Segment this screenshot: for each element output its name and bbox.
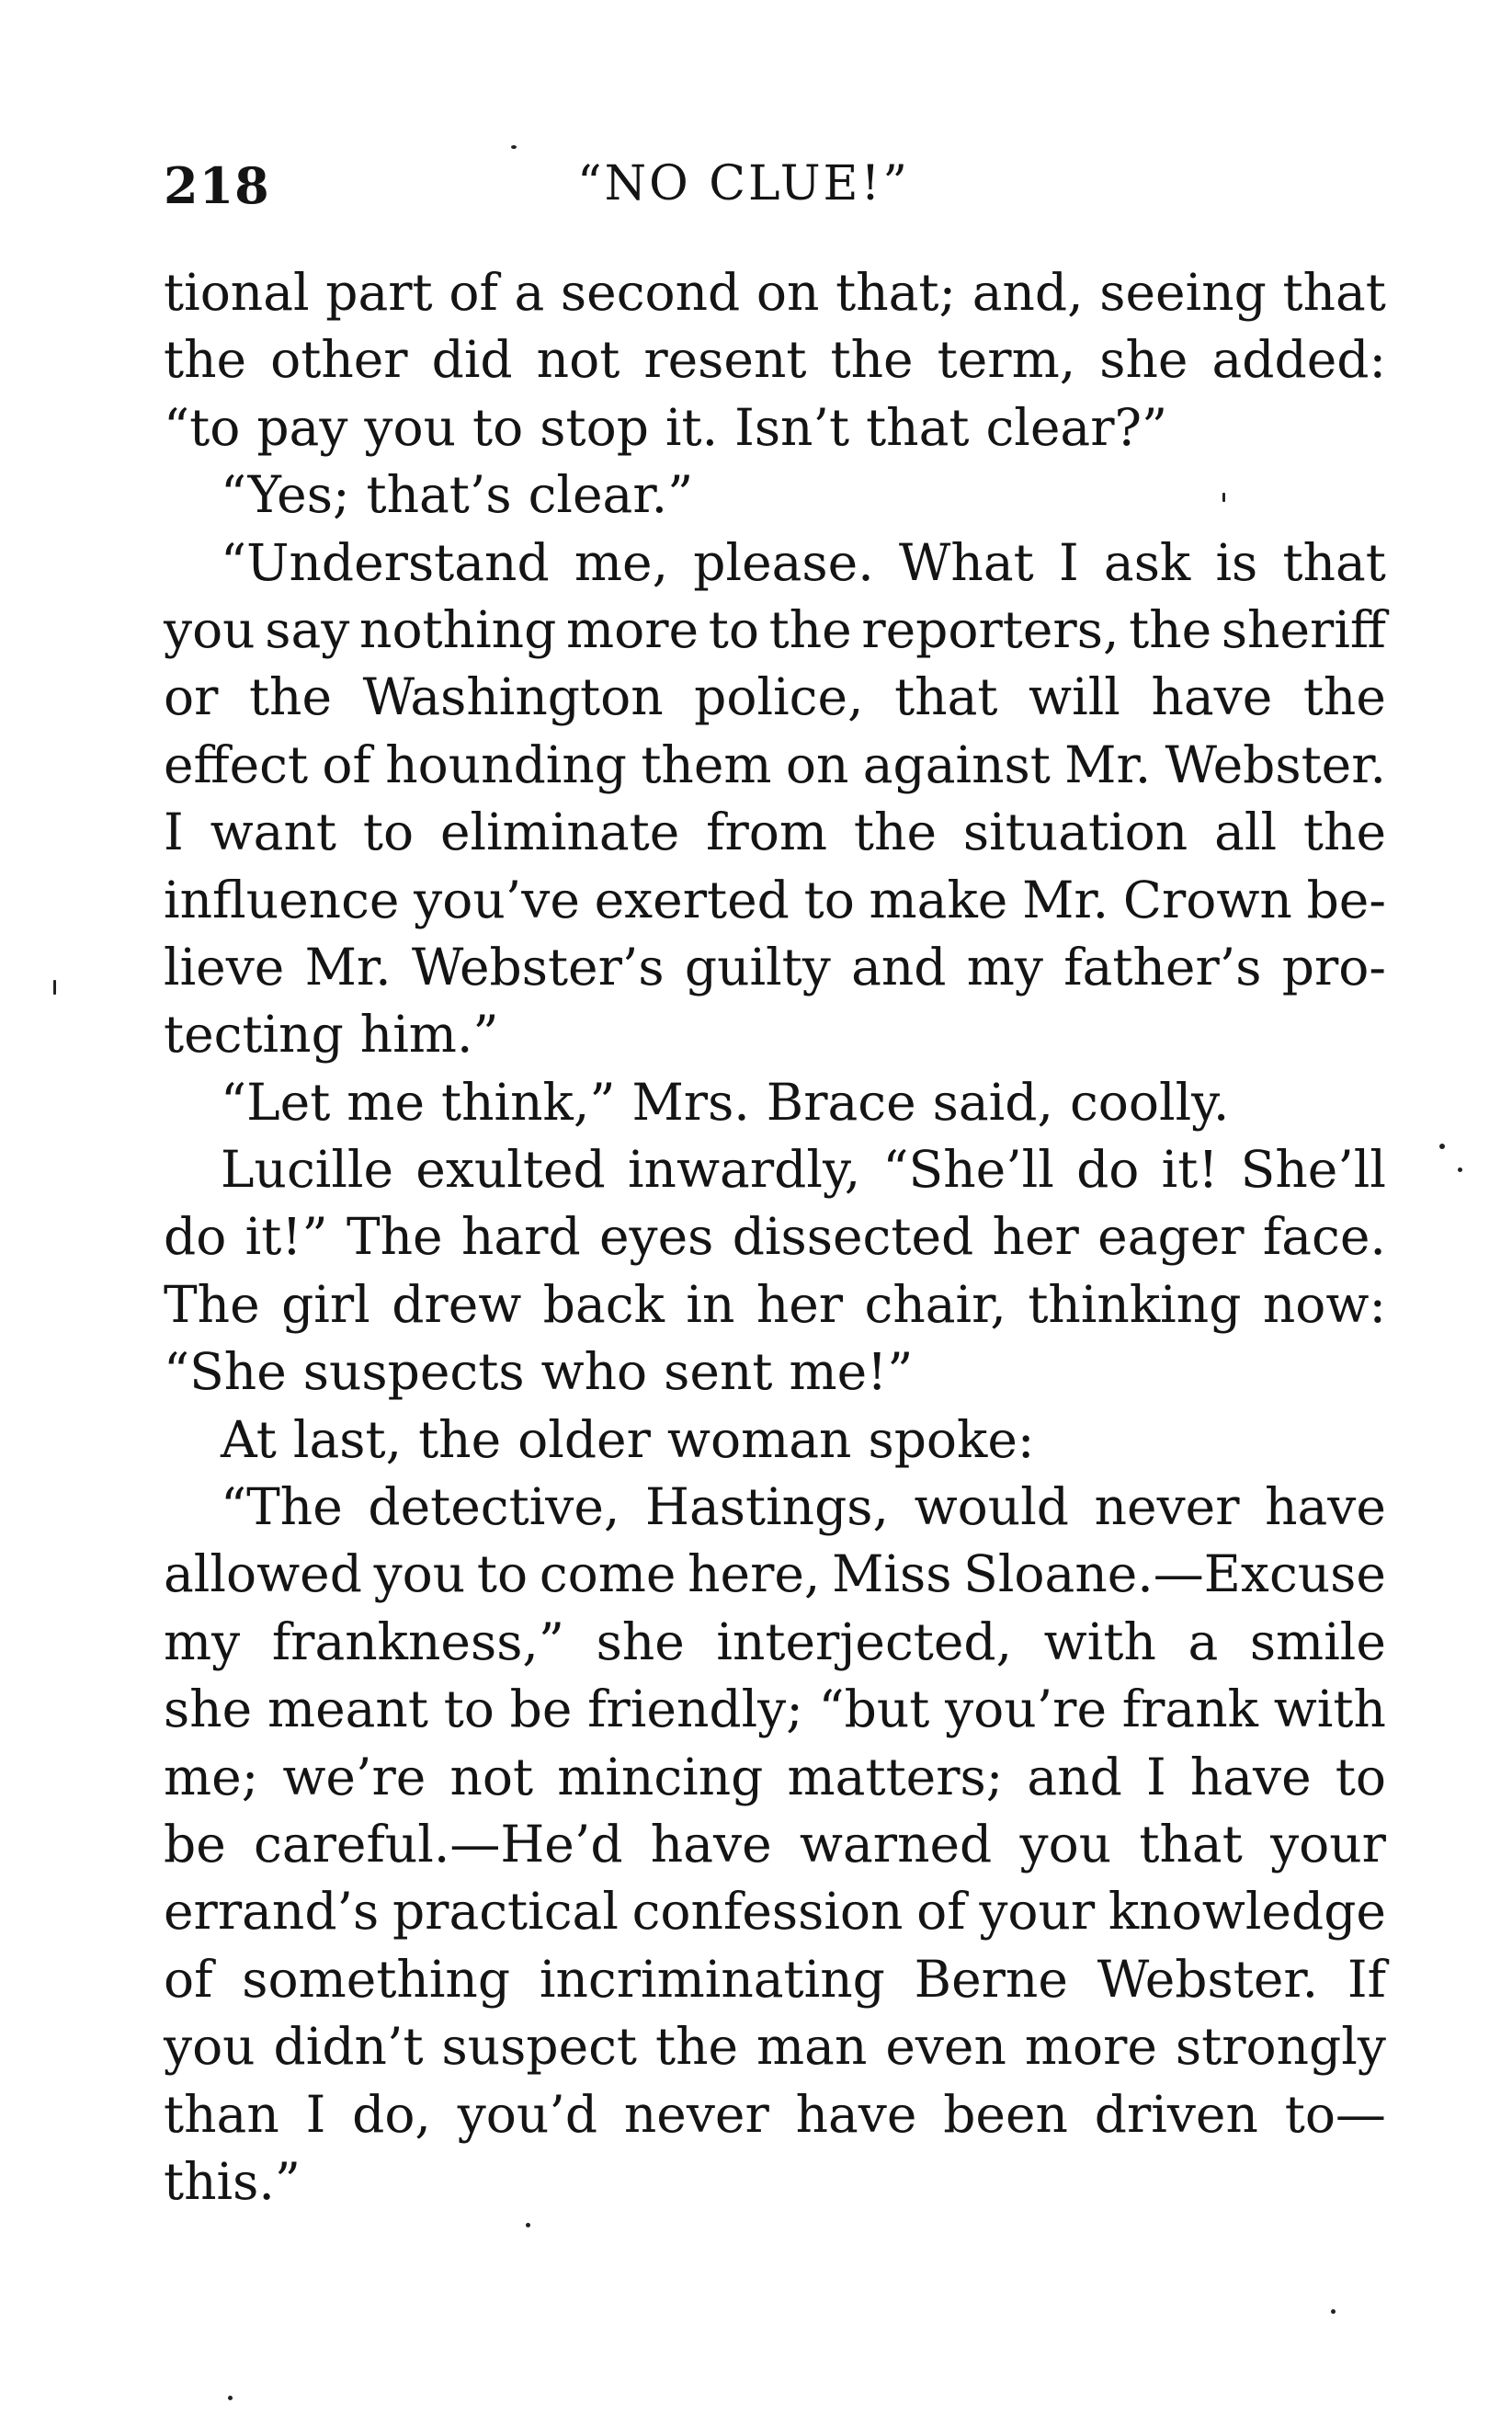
word: nothing <box>359 599 557 659</box>
word: please. <box>693 532 874 592</box>
word: situation <box>962 803 1188 862</box>
word: my <box>966 937 1043 997</box>
scan-speck <box>526 2223 530 2227</box>
text-line <box>164 530 1386 597</box>
word: you <box>164 599 256 659</box>
word: your <box>1270 1814 1386 1874</box>
word: against <box>862 735 1051 794</box>
word: to <box>708 599 759 659</box>
word: Sloane.—Excuse <box>963 1544 1386 1604</box>
word: other <box>270 330 408 390</box>
scan-speck <box>53 980 56 995</box>
word: I <box>164 803 184 862</box>
text-line <box>164 1407 1386 1474</box>
word: suspects <box>302 1342 525 1402</box>
word: Mr. <box>1022 870 1109 929</box>
word: here, <box>688 1544 821 1604</box>
word: that’s <box>366 465 512 525</box>
word: have <box>1151 667 1273 727</box>
text-line <box>164 1744 1386 1811</box>
word: say <box>265 599 350 659</box>
word: Lucille <box>221 1140 394 1200</box>
word: Brace <box>766 1072 916 1132</box>
word: coolly. <box>1069 1072 1230 1132</box>
word: have <box>1189 1747 1312 1806</box>
word: ask <box>1103 532 1191 592</box>
word: effect <box>164 735 309 794</box>
word: Webster. <box>1097 1949 1319 2009</box>
word: it!” <box>244 1207 328 1267</box>
scan-speck <box>1439 1144 1445 1149</box>
word: clear?” <box>985 397 1168 457</box>
word: it! <box>1161 1140 1219 1200</box>
word: What <box>898 532 1034 592</box>
word: that <box>894 667 998 727</box>
word: never <box>1094 1477 1240 1537</box>
word: on <box>756 263 820 322</box>
word: that; <box>836 263 957 322</box>
word: eyes <box>599 1207 714 1267</box>
word: me!” <box>789 1342 914 1402</box>
word: and, <box>972 263 1084 322</box>
word: face. <box>1262 1207 1386 1267</box>
word: “Understand <box>221 532 550 592</box>
word: frankness,” <box>271 1612 565 1671</box>
word: been <box>943 2084 1068 2144</box>
word: “Yes; <box>221 465 350 525</box>
scan-speck <box>1222 493 1225 502</box>
word: more <box>565 599 699 659</box>
word: hard <box>460 1207 581 1267</box>
word: pro- <box>1281 937 1386 997</box>
word: now: <box>1262 1274 1386 1334</box>
word: have <box>795 2084 917 2144</box>
text-line <box>164 2148 1386 2215</box>
text-line <box>164 394 1386 461</box>
word: Mr. <box>1064 735 1152 794</box>
text-line <box>164 732 1386 799</box>
scan-speck <box>228 2396 233 2400</box>
word: me <box>347 1072 425 1132</box>
word: the <box>830 330 914 390</box>
word: “Let <box>221 1072 331 1132</box>
word: meant <box>267 1680 428 1739</box>
word: that <box>1139 1814 1243 1874</box>
word: confession <box>631 1882 904 1942</box>
word: be <box>164 1814 226 1874</box>
word: reporters, <box>861 599 1120 659</box>
text-line <box>164 461 1386 529</box>
word: father’s <box>1063 937 1262 997</box>
text-line <box>164 1541 1386 1608</box>
word: be- <box>1306 870 1386 929</box>
word: drew <box>392 1274 522 1334</box>
word: the <box>418 1409 502 1469</box>
word: man <box>756 2017 868 2077</box>
word: last, <box>292 1409 403 1469</box>
word: Crown <box>1122 870 1292 929</box>
word: Webster. <box>1165 735 1386 794</box>
word: clear.” <box>528 465 694 525</box>
word: At <box>221 1409 277 1469</box>
text-line <box>164 1271 1386 1338</box>
word: If <box>1347 1949 1386 2009</box>
word: your <box>979 1882 1096 1942</box>
word: “The <box>221 1477 343 1537</box>
word: them <box>641 735 772 794</box>
word: him.” <box>359 1005 499 1065</box>
word: you <box>164 2017 256 2077</box>
word: not <box>449 1747 534 1806</box>
scan-speck <box>1458 1167 1462 1172</box>
word: have <box>1265 1477 1386 1537</box>
word: want <box>210 803 336 862</box>
word: that <box>1282 532 1386 592</box>
word: the <box>1129 599 1212 659</box>
word: with <box>1043 1612 1156 1671</box>
word: to <box>1335 1747 1386 1806</box>
text-line <box>164 1609 1386 1676</box>
word: influence <box>164 870 400 929</box>
word: to— <box>1284 2084 1386 2144</box>
word: tecting <box>164 1005 344 1065</box>
word: do <box>1076 1140 1140 1200</box>
word: “to <box>164 397 241 457</box>
page-number: 218 <box>164 156 270 215</box>
scan-speck <box>1331 2309 1336 2314</box>
text-line <box>164 1946 1386 2013</box>
word: of <box>916 1882 966 1942</box>
word: Berne <box>914 1949 1068 2009</box>
text-line <box>164 597 1386 664</box>
word: on <box>785 735 849 794</box>
word: Washington <box>362 667 664 727</box>
word: the <box>248 667 333 727</box>
word: you <box>364 397 457 457</box>
word: sent <box>664 1342 773 1402</box>
word: exerted <box>594 870 790 929</box>
text-line <box>164 1676 1386 1743</box>
word: incriminating <box>539 1949 885 2009</box>
word: the <box>654 2017 739 2077</box>
word: lieve <box>164 937 285 997</box>
word: said, <box>932 1072 1053 1132</box>
word: knowledge <box>1108 1882 1386 1942</box>
word: The <box>164 1274 260 1334</box>
text-line <box>164 2081 1386 2148</box>
word: of <box>322 735 371 794</box>
word: I <box>1145 1747 1166 1806</box>
word: guilty <box>684 937 831 997</box>
word: you’ve <box>414 870 580 929</box>
word: more <box>1024 2017 1157 2077</box>
text-line <box>164 664 1386 731</box>
word: the <box>768 599 852 659</box>
word: than <box>164 2084 279 2144</box>
word: the <box>1302 803 1386 862</box>
text-line <box>164 934 1386 1001</box>
text-line <box>164 1338 1386 1406</box>
word: a <box>1188 1612 1219 1671</box>
word: matters; <box>787 1747 1004 1806</box>
word: Mrs. <box>631 1072 750 1132</box>
word: who <box>540 1342 648 1402</box>
word: a <box>514 263 545 322</box>
word: suspect <box>441 2017 638 2077</box>
word: eliminate <box>439 803 680 862</box>
text-line <box>164 1203 1386 1270</box>
text-line <box>164 799 1386 866</box>
word: that <box>1282 263 1386 322</box>
word: spoke: <box>868 1409 1035 1469</box>
word: stop <box>540 397 649 457</box>
word: her <box>756 1274 844 1334</box>
word: this.” <box>164 2151 301 2211</box>
word: to <box>362 803 415 862</box>
word: the <box>853 803 937 862</box>
scan-speck <box>511 145 517 149</box>
word: dissected <box>732 1207 974 1267</box>
word: that <box>866 397 970 457</box>
word: the <box>164 330 247 390</box>
word: she <box>1099 330 1188 390</box>
word: smile <box>1249 1612 1386 1671</box>
word: did <box>431 330 513 390</box>
word: “but <box>818 1680 930 1739</box>
word: practical <box>392 1882 619 1942</box>
word: She’ll <box>1240 1140 1386 1200</box>
word: do, <box>352 2084 431 2144</box>
word: friendly; <box>587 1680 803 1739</box>
word: term, <box>937 330 1076 390</box>
word: to <box>472 397 524 457</box>
word: of <box>164 1949 213 2009</box>
word: woman <box>666 1409 852 1469</box>
word: me; <box>164 1747 259 1806</box>
word: girl <box>281 1274 370 1334</box>
word: Mr. <box>304 937 392 997</box>
word: strongly <box>1175 2017 1386 2077</box>
text-line <box>164 2013 1386 2080</box>
word: you <box>373 1544 466 1604</box>
word: will <box>1029 667 1120 727</box>
word: to <box>443 1680 495 1739</box>
word: she <box>596 1612 685 1671</box>
word: her <box>992 1207 1079 1267</box>
word: warned <box>799 1814 993 1874</box>
word: and <box>851 937 947 997</box>
word: exulted <box>415 1140 606 1200</box>
word: pay <box>256 397 348 457</box>
word: with <box>1273 1680 1386 1739</box>
word: police, <box>694 667 864 727</box>
word: Isn’t <box>734 397 850 457</box>
word: something <box>242 1949 511 2009</box>
word: from <box>706 803 828 862</box>
text-line <box>164 1069 1386 1136</box>
word: interjected, <box>716 1612 1013 1671</box>
word: would <box>914 1477 1070 1537</box>
word: seeing <box>1099 263 1267 322</box>
word: driven <box>1094 2084 1258 2144</box>
word: all <box>1214 803 1278 862</box>
word: you’d <box>457 2084 598 2144</box>
word: you <box>1019 1814 1112 1874</box>
word: tional <box>164 263 310 322</box>
word: never <box>623 2084 769 2144</box>
word: do <box>164 1207 227 1267</box>
word: come <box>539 1544 676 1604</box>
word: back <box>542 1274 665 1334</box>
text-line <box>164 1474 1386 1541</box>
word: “She’ll <box>882 1140 1054 1200</box>
text-line <box>164 1811 1386 1878</box>
word: resent <box>643 330 807 390</box>
word: mincing <box>557 1747 764 1806</box>
word: me, <box>574 532 669 592</box>
body-text <box>164 259 1386 2215</box>
word: my <box>164 1612 241 1671</box>
word: didn’t <box>273 2017 424 2077</box>
word: sheriff <box>1221 599 1386 659</box>
word: chair, <box>864 1274 1006 1334</box>
word: I <box>305 2084 326 2144</box>
word: part <box>325 263 433 322</box>
word: eager <box>1097 1207 1245 1267</box>
word: added: <box>1211 330 1386 390</box>
word: Hastings, <box>644 1477 889 1537</box>
text-line <box>164 1136 1386 1203</box>
text-line <box>164 259 1386 326</box>
word: older <box>517 1409 651 1469</box>
word: to <box>803 870 855 929</box>
word: The <box>346 1207 443 1267</box>
word: second <box>560 263 741 322</box>
word: in <box>686 1274 735 1334</box>
text-line <box>164 867 1386 934</box>
word: detective, <box>368 1477 620 1537</box>
word: Miss <box>832 1544 952 1604</box>
word: “She <box>164 1342 287 1402</box>
text-line <box>164 326 1386 393</box>
word: or <box>164 667 219 727</box>
word: hounding <box>385 735 627 794</box>
word: you’re <box>945 1680 1108 1739</box>
word: of <box>449 263 498 322</box>
word: Webster’s <box>411 937 665 997</box>
word: allowed <box>164 1544 362 1604</box>
word: careful.—He’d <box>254 1814 623 1874</box>
word: frank <box>1121 1680 1258 1739</box>
text-line <box>164 1878 1386 1945</box>
word: be <box>509 1680 573 1739</box>
word: not <box>536 330 620 390</box>
chapter-title: “NO CLUE!” <box>577 156 910 211</box>
word: inwardly, <box>627 1140 861 1200</box>
word: think,” <box>441 1072 616 1132</box>
text-line <box>164 1001 1386 1068</box>
word: I <box>1058 532 1079 592</box>
word: make <box>869 870 1008 929</box>
running-head <box>164 156 1386 230</box>
word: thinking <box>1028 1274 1242 1334</box>
word: the <box>1302 667 1386 727</box>
word: is <box>1215 532 1258 592</box>
word: even <box>885 2017 1006 2077</box>
word: it. <box>665 397 719 457</box>
word: and <box>1027 1747 1122 1806</box>
word: we’re <box>282 1747 426 1806</box>
word: errand’s <box>164 1882 380 1942</box>
word: have <box>650 1814 772 1874</box>
word: to <box>476 1544 529 1604</box>
word: she <box>164 1680 253 1739</box>
